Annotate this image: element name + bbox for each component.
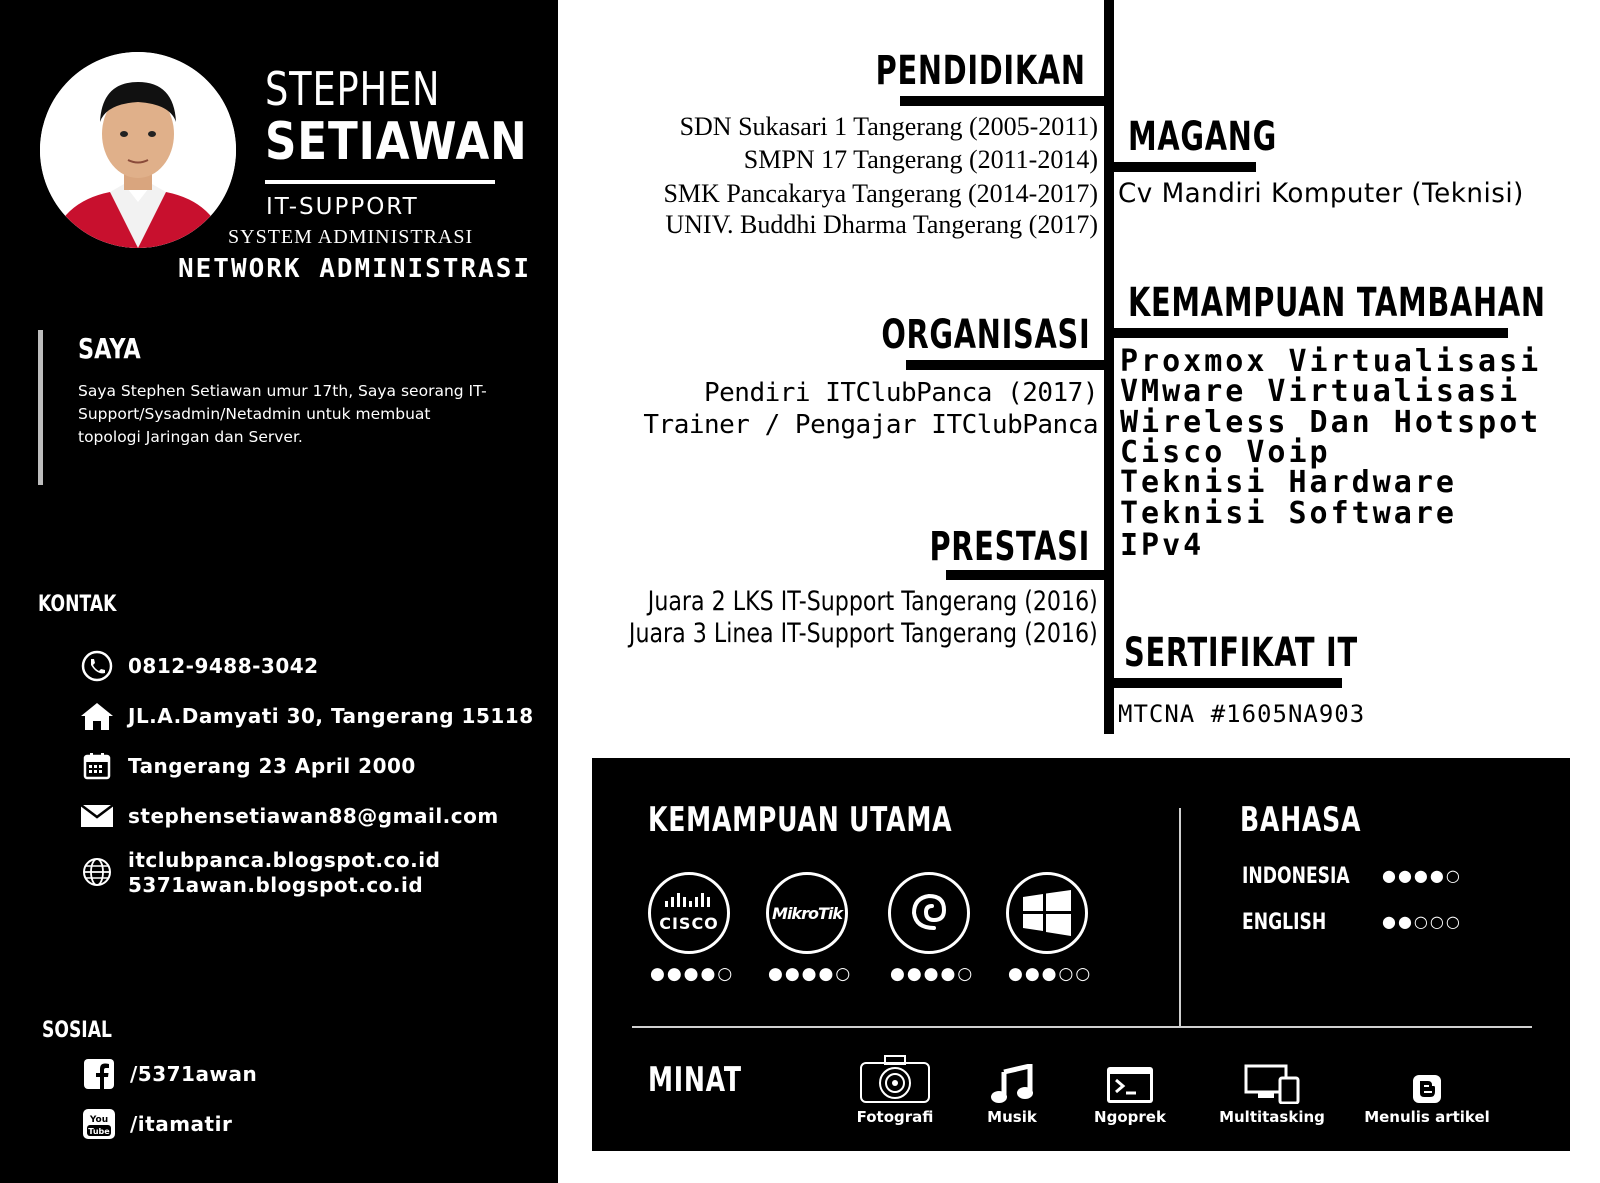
languages-title: BAHASA bbox=[1240, 800, 1362, 840]
interest-label-1: Fotografi bbox=[856, 1108, 934, 1126]
phone-text: 0812-9488-3042 bbox=[128, 653, 319, 678]
organization-underline bbox=[906, 360, 1110, 370]
globe-icon bbox=[78, 856, 116, 888]
mikrotik-logo-icon bbox=[766, 872, 848, 954]
about-accent-bar bbox=[38, 330, 43, 485]
internship-underline bbox=[1104, 162, 1256, 172]
education-item-1: SDN Sukasari 1 Tangerang (2005-2011) bbox=[679, 112, 1098, 141]
organization-item-1: Pendiri ITClubPanca (2017) bbox=[704, 378, 1098, 408]
sidebar bbox=[0, 0, 558, 1183]
home-icon bbox=[78, 700, 116, 732]
certificate-text: MTCNA #1605NA903 bbox=[1118, 700, 1366, 728]
main-skills-title: KEMAMPUAN UTAMA bbox=[648, 800, 953, 840]
education-item-4: UNIV. Buddhi Dharma Tangerang (2017) bbox=[665, 210, 1098, 239]
interest-label-3: Ngoprek bbox=[1094, 1108, 1166, 1126]
extra-skill-5: Teknisi Hardware bbox=[1120, 465, 1457, 500]
phone-icon bbox=[78, 650, 116, 682]
calendar-icon bbox=[78, 750, 116, 782]
birth-text: Tangerang 23 April 2000 bbox=[128, 753, 416, 778]
contact-email bbox=[78, 800, 499, 832]
contact-websites bbox=[78, 848, 440, 898]
extra-skill-7: IPv4 bbox=[1120, 528, 1205, 563]
profile-photo bbox=[40, 52, 236, 248]
name-divider bbox=[265, 180, 495, 184]
address-text: JL.A.Damyati 30, Tangerang 15118 bbox=[128, 703, 534, 728]
social-title: SOSIAL bbox=[42, 1018, 112, 1043]
social-youtube bbox=[80, 1108, 232, 1140]
interest-writing bbox=[1362, 1048, 1492, 1126]
extra-skill-1: Proxmox Virtualisasi bbox=[1120, 344, 1542, 379]
cisco-logo-mark bbox=[659, 893, 719, 933]
youtube-icon-label-you: You bbox=[89, 1115, 109, 1125]
music-note-icon bbox=[972, 1048, 1052, 1104]
certificate-underline bbox=[1104, 678, 1342, 688]
interest-music bbox=[972, 1048, 1052, 1126]
email-link[interactable]: stephensetiawan88@gmail.com bbox=[128, 803, 499, 828]
internship-text: Cv Mandiri Komputer (Teknisi) bbox=[1118, 178, 1524, 209]
website-list bbox=[128, 848, 440, 898]
language-indonesia-dots: ●●●●○ bbox=[1382, 866, 1462, 885]
extra-skill-6: Teknisi Software bbox=[1120, 496, 1457, 531]
organization-item-2: Trainer / Pengajar ITClubPanca bbox=[643, 410, 1098, 440]
contact-title: KONTAK bbox=[38, 592, 117, 617]
youtube-icon bbox=[80, 1108, 118, 1140]
debian-logo-icon bbox=[888, 872, 970, 954]
contact-phone bbox=[78, 650, 319, 682]
terminal-icon bbox=[1088, 1048, 1172, 1104]
interest-label-5: Menulis artikel bbox=[1364, 1108, 1490, 1126]
certificate-title: SERTIFIKAT IT bbox=[1124, 630, 1358, 676]
panel-vertical-divider bbox=[1179, 808, 1181, 1028]
interest-label-4: Multitasking bbox=[1219, 1108, 1325, 1126]
mail-icon bbox=[78, 800, 116, 832]
contact-address bbox=[78, 700, 534, 732]
extra-skill-2: VMware Virtualisasi bbox=[1120, 374, 1521, 409]
cisco-logo-text: CISCO bbox=[659, 914, 719, 933]
about-text: Saya Stephen Setiawan umur 17th, Saya seorang IT-Support/Sysadmin/Netadmin untuk membuat topologi Jaringan dan Server. bbox=[78, 382, 487, 446]
education-title: PENDIDIKAN bbox=[875, 48, 1086, 94]
skills-panel bbox=[592, 758, 1570, 1151]
cisco-level-dots: ●●●●○ bbox=[650, 964, 735, 984]
facebook-link[interactable]: /5371awan bbox=[130, 1061, 258, 1086]
person-illustration bbox=[40, 52, 236, 248]
role-network-admin: NETWORK ADMINISTRASI bbox=[178, 254, 532, 284]
interest-label-2: Musik bbox=[987, 1108, 1037, 1126]
website-link-2[interactable]: 5371awan.blogspot.co.id bbox=[128, 873, 424, 897]
education-item-2: SMPN 17 Tangerang (2011-2014) bbox=[743, 145, 1098, 174]
interest-multitasking bbox=[1216, 1048, 1328, 1126]
website-link-1[interactable]: itclubpanca.blogspot.co.id bbox=[128, 848, 441, 872]
education-item-3: SMK Pancakarya Tangerang (2014-2017) bbox=[663, 179, 1098, 208]
windows-level-dots: ●●●○○ bbox=[1008, 964, 1093, 984]
organization-title: ORGANISASI bbox=[880, 312, 1090, 358]
extra-skill-3: Wireless Dan Hotspot bbox=[1120, 405, 1542, 440]
role-system-admin: SYSTEM ADMINISTRASI bbox=[228, 226, 474, 248]
youtube-link[interactable]: /itamatir bbox=[130, 1111, 233, 1136]
panel-horizontal-divider bbox=[632, 1026, 1532, 1028]
interest-photography bbox=[850, 1048, 940, 1126]
language-indonesia: INDONESIA bbox=[1242, 864, 1350, 889]
interests-title: MINAT bbox=[648, 1060, 742, 1100]
language-english-dots: ●●○○○ bbox=[1382, 912, 1462, 931]
achievement-item-2: Juara 3 Linea IT-Support Tangerang (2016) bbox=[629, 618, 1098, 649]
extra-skills-title: KEMAMPUAN TAMBAHAN bbox=[1128, 280, 1546, 326]
first-name: STEPHEN bbox=[265, 62, 441, 116]
windows-logo-icon bbox=[1006, 872, 1088, 954]
mikrotik-level-dots: ●●●●○ bbox=[768, 964, 853, 984]
social-facebook bbox=[80, 1058, 257, 1090]
svg-text:Tube: Tube bbox=[88, 1127, 110, 1136]
achievement-title: PRESTASI bbox=[929, 524, 1090, 570]
language-english: ENGLISH bbox=[1242, 910, 1327, 935]
extra-skill-4: Cisco Voip bbox=[1120, 435, 1331, 470]
blogger-icon bbox=[1362, 1048, 1492, 1104]
camera-icon bbox=[850, 1048, 940, 1104]
mikrotik-logo-text: MikroTik bbox=[772, 903, 842, 923]
extra-skills-underline bbox=[1104, 328, 1508, 338]
education-underline bbox=[900, 96, 1110, 106]
facebook-icon bbox=[80, 1058, 118, 1090]
achievement-item-1: Juara 2 LKS IT-Support Tangerang (2016) bbox=[647, 586, 1098, 617]
last-name: SETIAWAN bbox=[265, 112, 528, 172]
achievement-underline bbox=[946, 570, 1110, 580]
about-title: SAYA bbox=[78, 332, 141, 365]
devices-icon bbox=[1216, 1048, 1328, 1104]
role-it-support: IT-SUPPORT bbox=[266, 194, 419, 220]
cisco-logo-icon bbox=[648, 872, 730, 954]
interest-tinkering bbox=[1088, 1048, 1172, 1126]
debian-level-dots: ●●●●○ bbox=[890, 964, 975, 984]
contact-birth bbox=[78, 750, 416, 782]
internship-title: MAGANG bbox=[1128, 114, 1277, 160]
